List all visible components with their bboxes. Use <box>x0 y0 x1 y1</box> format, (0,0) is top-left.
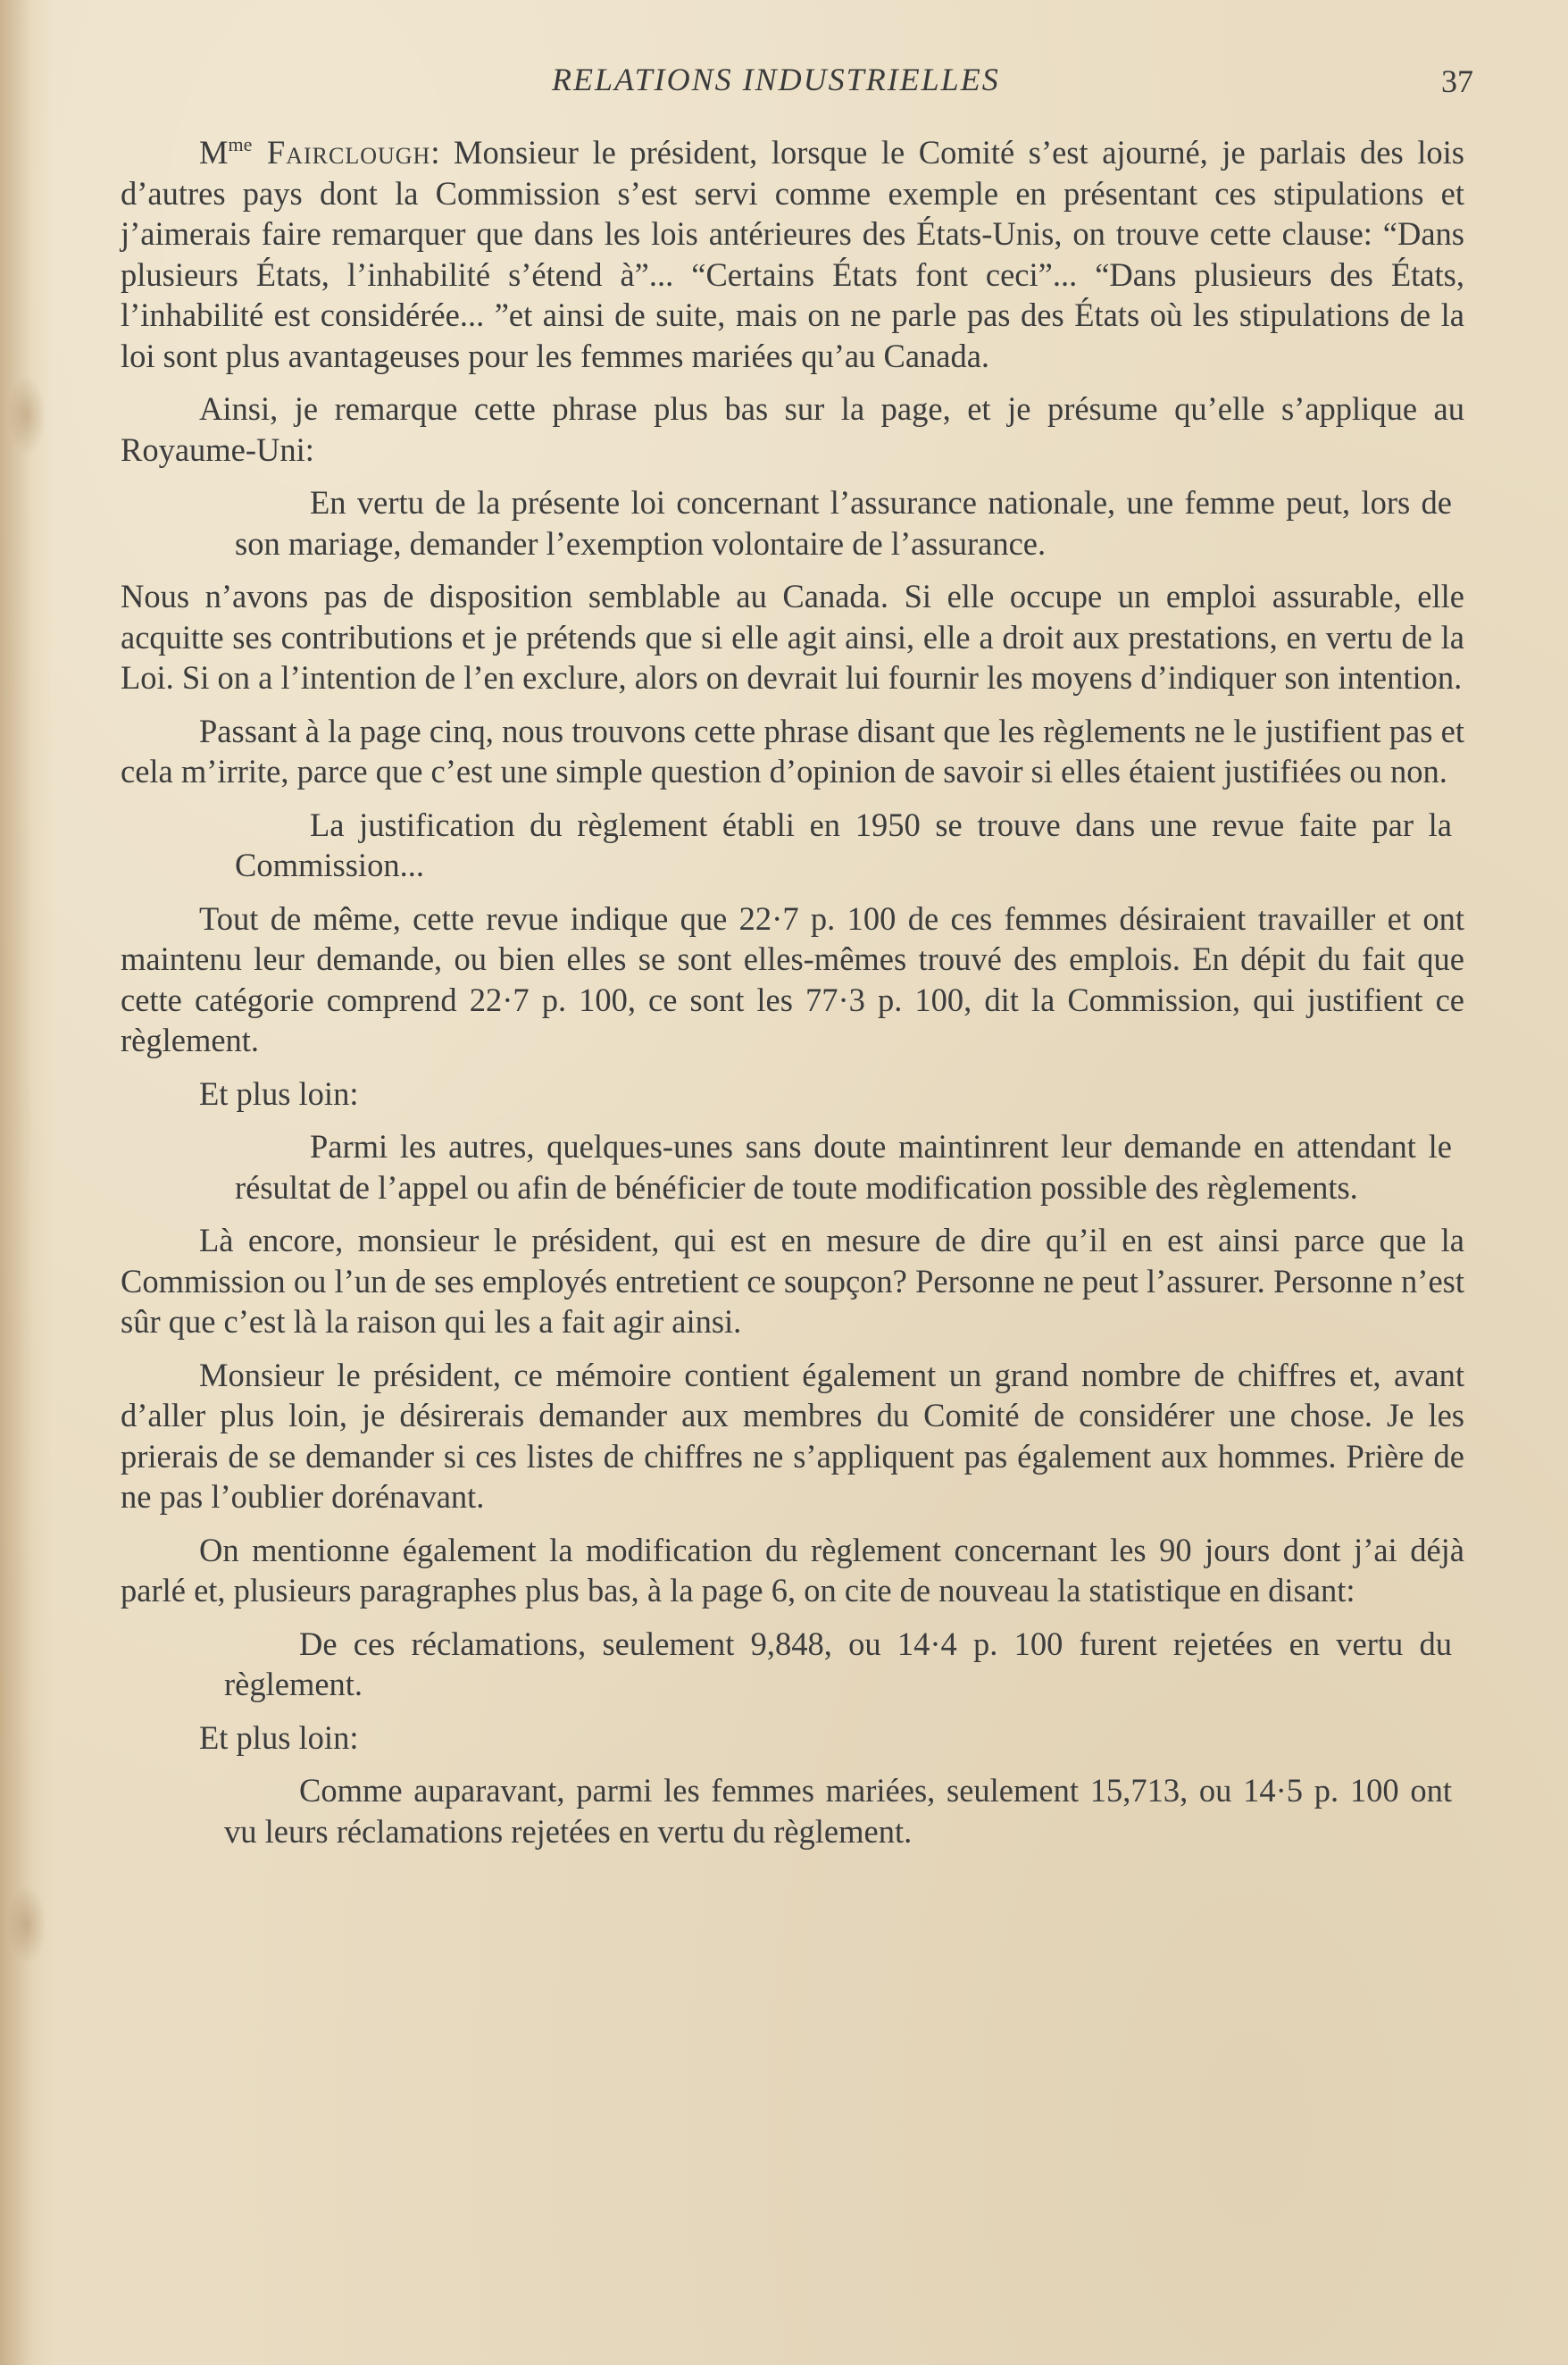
running-title: RELATIONS INDUSTRIELLES <box>552 62 1000 97</box>
paragraph: Et plus loin: <box>199 1074 359 1112</box>
page-number: 37 <box>1441 63 1473 99</box>
block-quote: De ces réclamations, seulement 9,848, ou 14·4 p. 100 furent rejetées en vertu du règlement. <box>224 1625 1452 1702</box>
paragraph: Et plus loin: <box>199 1718 359 1756</box>
block-quote: Comme auparavant, parmi les femmes mariées, seulement 15,713, ou 14·5 p. 100 ont vu leurs réclamations rejetées en vertu du règlement. <box>224 1772 1452 1850</box>
paragraph: Là encore, monsieur le président, qui est en mesure de dire qu’il en est ainsi parce que la Commission ou l’un de ses employés entretient ce soupçon? Personne ne peut l’assurer. Personne n’est sûr que c’est là la raison qui les a fait agir ainsi. <box>121 1222 1464 1340</box>
block-quote: La justification du règlement établi en 1950 se trouve dans une revue faite par la Commission... <box>235 806 1452 883</box>
paragraph: On mentionne également la modification du règlement concernant les 90 jours dont j’ai déjà parlé et, plusieurs paragraphes plus bas, à la page 6, on cite de nouveau la statistique en disant: <box>121 1531 1464 1609</box>
page-edge-stain <box>7 1884 46 1965</box>
paragraph: Passant à la page cinq, nous trouvons cette phrase disant que les règlements ne le justifient pas et cela m’irrite, parce que c’est une simple question d’opinion de savoir si elles étaient justifiées ou non. <box>121 712 1464 790</box>
page-edge-shadow <box>0 0 54 2365</box>
speaker-prefix: M <box>199 134 229 171</box>
block-quote: En vertu de la présente loi concernant l’assurance nationale, une femme peut, lors de son mariage, demander l’exemption volontaire de l’assurance. <box>235 484 1452 562</box>
speaker-title-superscript: me <box>228 133 253 155</box>
paragraph: Ainsi, je remarque cette phrase plus bas sur la page, et je présume qu’elle s’applique au Royaume-Uni: <box>121 390 1464 468</box>
paragraph: Monsieur le président, ce mémoire contient également un grand nombre de chiffres et, avant d’aller plus loin, je désirerais demander aux membres du Comité de considérer une chose. Je les prierais de se demander si ces listes de chiffres ne s’appliquent pas également aux hommes. Prière de ne pas l’oublier dorénavant. <box>121 1356 1464 1515</box>
page-header <box>116 61 1473 102</box>
paragraph: Tout de même, cette revue indique que 22·7 p. 100 de ces femmes désiraient travailler et ont maintenu leur demande, ou bien elles se sont elles-mêmes trouvé des emplois. En dépit du fait que cette catégorie comprend 22·7 p. 100, ce sont les 77·3 p. 100, dit la Commission, qui justifient ce règlement. <box>121 899 1464 1058</box>
paragraph-fairclough-statement <box>121 132 1464 376</box>
paragraph-text: : Monsieur le président, lorsque le Comité s’est ajourné, je parlais des lois d’autres pays dont la Commission s’est servi comme exemple en présentant ces stipulations et j’aimerais faire remarquer que dans les lois antérieures des États-Unis, on trouve cette clause: “Dans plusieurs États, l’inhabilité s’étend à”... “Certains États font ceci”... “Dans plusieurs des États, l’inhabilité est considérée... ”et ainsi de suite, mais on ne parle pas des États où les stipulations de la loi sont plus avantageuses pour les femmes mariées qu’au Canada. <box>121 134 1464 374</box>
block-quote: Parmi les autres, quelques-unes sans doute maintinrent leur demande en attendant le résultat de l’appel ou afin de bénéficier de toute modification possible des règlements. <box>235 1128 1452 1206</box>
page-body <box>121 132 1464 1864</box>
page-edge-stain <box>7 375 46 455</box>
paragraph: Nous n’avons pas de disposition semblable au Canada. Si elle occupe un emploi assurable, elle acquitte ses contributions et je prétends que si elle agit ainsi, elle a droit aux prestations, en vertu de la Loi. Si on a l’intention de l’en exclure, alors on devrait lui fournir les moyens d’indiquer son intention. <box>121 578 1464 696</box>
speaker-name: Fairclough <box>252 134 431 171</box>
